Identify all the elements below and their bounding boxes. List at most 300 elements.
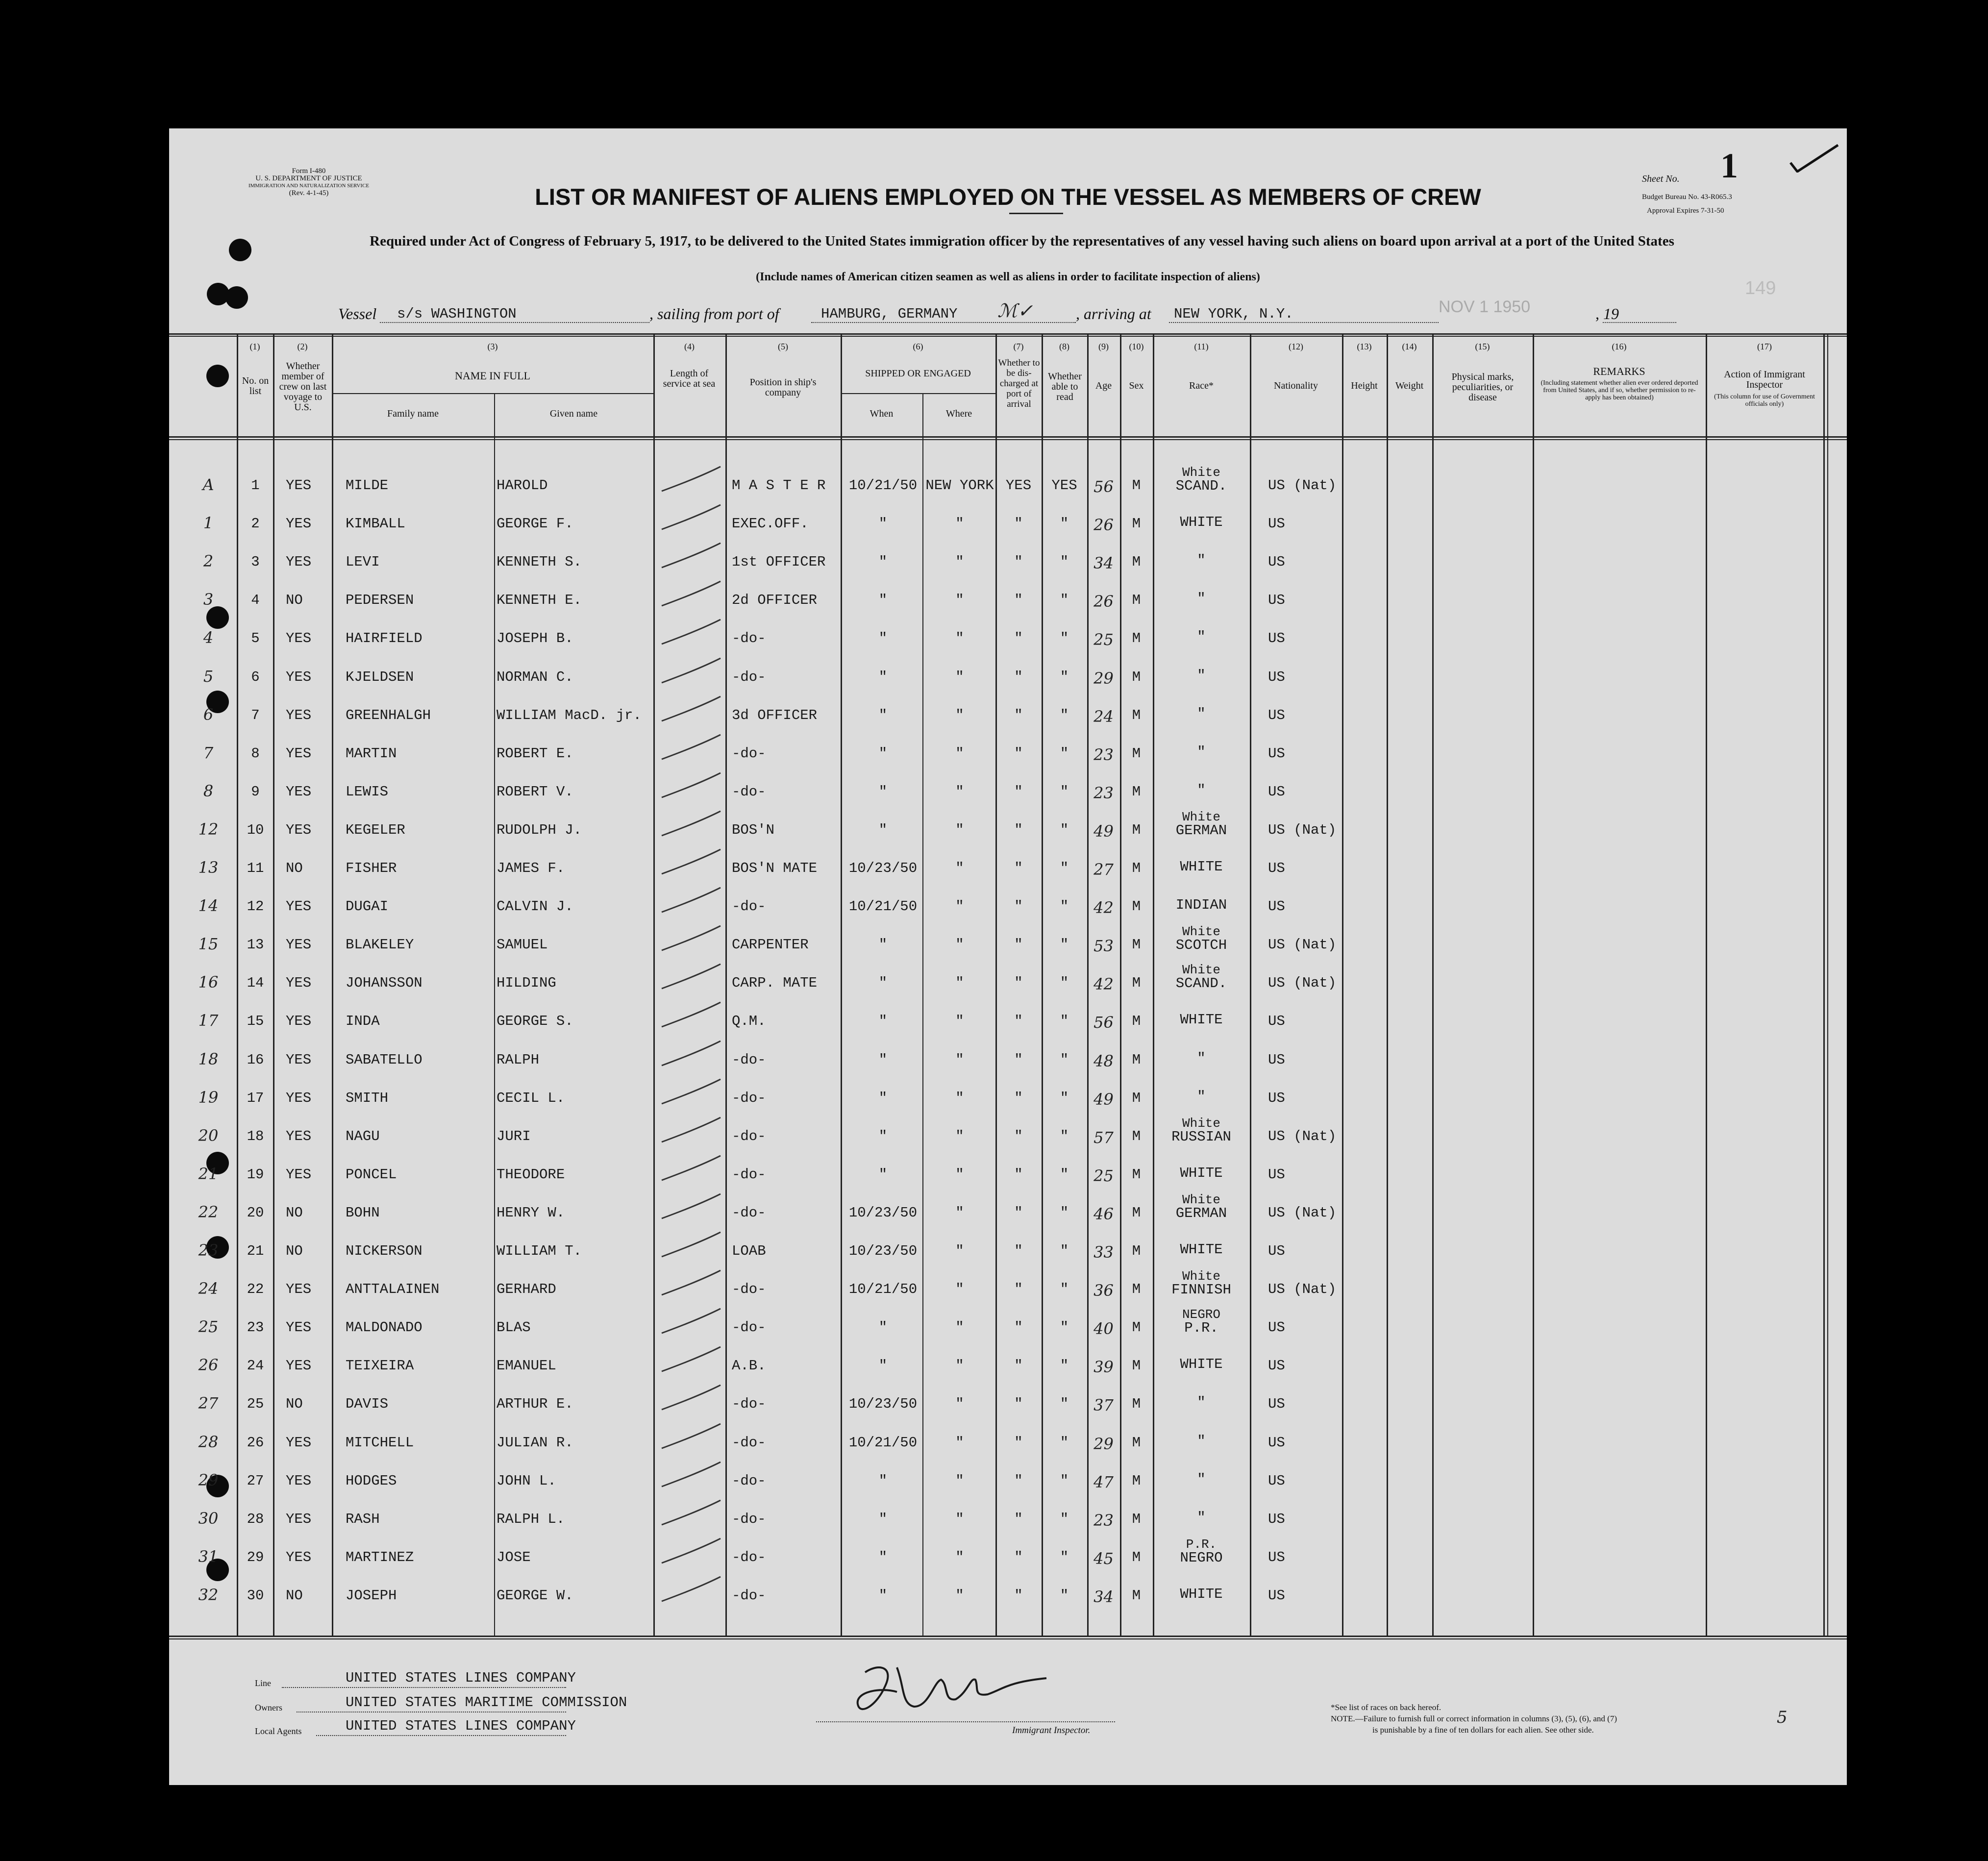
shipped-subheader-rule <box>841 393 995 394</box>
nationality: US (Nat) <box>1268 821 1337 838</box>
arriving-port: NEW YORK, N.Y. <box>1174 306 1293 322</box>
sex: M <box>1132 707 1141 723</box>
position: M A S T E R <box>732 477 826 494</box>
shipped-where: " <box>955 937 964 953</box>
given-name: THEODORE <box>497 1166 565 1183</box>
shipped-when: " <box>878 975 888 992</box>
discharged: " <box>1014 1204 1023 1221</box>
age: 26 <box>1093 516 1114 535</box>
position: -do- <box>732 1319 766 1336</box>
last-voyage: YES <box>286 630 312 647</box>
list-number: 15 <box>247 1013 264 1030</box>
service-check-mark-icon <box>654 1037 728 1076</box>
list-number: 10 <box>247 821 264 838</box>
shipped-when: " <box>878 630 888 647</box>
sex: M <box>1132 1281 1141 1298</box>
discharged: " <box>1014 1587 1023 1604</box>
shipped-where: " <box>955 630 964 647</box>
family-name: NICKERSON <box>346 1243 422 1259</box>
col-header-weight: Weight <box>1395 380 1424 391</box>
family-name: FISHER <box>346 860 397 876</box>
last-voyage: YES <box>286 1358 312 1374</box>
age: 45 <box>1093 1549 1114 1568</box>
shipped-when: " <box>878 1090 888 1106</box>
discharged: " <box>1014 783 1023 800</box>
discharged: " <box>1014 975 1023 992</box>
sex: M <box>1132 1204 1141 1221</box>
col-rule <box>273 333 274 1637</box>
shipped-where: " <box>955 1587 964 1604</box>
sex: M <box>1132 821 1141 838</box>
age: 46 <box>1093 1204 1114 1223</box>
family-name: BOHN <box>346 1204 380 1221</box>
service-check-mark-icon <box>654 1496 728 1536</box>
col-6-number: (6) <box>913 342 923 351</box>
able-to-read: " <box>1060 783 1069 800</box>
nationality: US <box>1268 554 1285 571</box>
shipped-where: " <box>955 1549 964 1565</box>
race-line-1: NEGRO <box>1182 1307 1220 1322</box>
race-line-2: " <box>1197 552 1206 569</box>
arriving-label: , arriving at <box>1076 305 1151 323</box>
service-check-mark-icon <box>654 960 728 999</box>
owners-label: Owners <box>255 1703 282 1712</box>
position: -do- <box>732 1434 766 1451</box>
given-name: JOSEPH B. <box>497 630 573 647</box>
col-rule <box>1250 333 1251 1637</box>
given-name: RUDOLPH J. <box>497 821 582 838</box>
able-to-read: " <box>1060 745 1069 762</box>
race-line-2: SCAND. <box>1175 478 1227 494</box>
race <box>1153 1308 1250 1335</box>
shipped-when: " <box>878 1549 888 1565</box>
given-name: HILDING <box>497 975 556 992</box>
last-voyage: YES <box>286 1549 312 1565</box>
last-voyage: YES <box>286 975 312 992</box>
margin-line-number: 6 <box>203 705 214 724</box>
shipped-when: " <box>878 592 888 609</box>
vessel-rule <box>380 322 649 323</box>
family-name: KEGELER <box>346 821 405 838</box>
given-name: JULIAN R. <box>497 1434 573 1451</box>
discharged: " <box>1014 1358 1023 1374</box>
nationality: US <box>1268 516 1285 532</box>
given-name: WILLIAM T. <box>497 1243 582 1259</box>
race-line-2: RUSSIAN <box>1171 1128 1231 1145</box>
race <box>1153 925 1250 952</box>
race-line-2: INDIAN <box>1175 897 1227 914</box>
given-name: BLAS <box>497 1319 531 1336</box>
race-line-2: " <box>1197 1509 1206 1526</box>
handwritten-annotation: ℳ✓ <box>997 300 1033 322</box>
margin-line-number: 13 <box>198 858 219 877</box>
list-number: 7 <box>251 707 260 723</box>
position: A.B. <box>732 1358 766 1374</box>
service-check-mark-icon <box>654 922 728 961</box>
position: 1st OFFICER <box>732 554 826 571</box>
family-name: KIMBALL <box>346 516 405 532</box>
last-voyage: NO <box>286 860 303 876</box>
race <box>1153 898 1250 912</box>
shipped-where: " <box>955 783 964 800</box>
race <box>1153 707 1250 721</box>
shipped-when: 10/21/50 <box>848 1434 918 1451</box>
family-name: SMITH <box>346 1090 389 1106</box>
last-voyage: YES <box>286 1511 312 1527</box>
margin-line-number: 15 <box>198 935 219 954</box>
family-name: PONCEL <box>346 1166 397 1183</box>
family-name: JOHANSSON <box>346 975 422 992</box>
position: -do- <box>732 1051 766 1068</box>
service-check-mark-icon <box>654 1228 728 1267</box>
col-header-physical-marks: Physical marks, peculiarities, or disease <box>1451 372 1514 403</box>
discharged: " <box>1014 1511 1023 1527</box>
discharged: " <box>1014 1396 1023 1413</box>
race-line-2: WHITE <box>1180 1241 1223 1258</box>
col-header-age: Age <box>1095 380 1112 391</box>
service-check-mark-icon <box>654 884 728 923</box>
race <box>1153 745 1250 759</box>
race <box>1153 1013 1250 1027</box>
shipped-where: " <box>955 592 964 609</box>
race-line-1: White <box>1182 1116 1220 1131</box>
binder-hole-icon <box>229 239 251 261</box>
discharged: " <box>1014 898 1023 915</box>
race-line-2: SCOTCH <box>1175 937 1227 954</box>
discharged: " <box>1014 707 1023 723</box>
col-header-name-in-full: NAME IN FULL <box>455 370 530 382</box>
family-name: MALDONADO <box>346 1319 422 1336</box>
race-line-2: " <box>1197 1088 1206 1105</box>
age: 24 <box>1093 707 1114 726</box>
nationality: US (Nat) <box>1268 975 1337 992</box>
page-mark: 5 <box>1777 1708 1788 1727</box>
able-to-read: " <box>1060 707 1069 723</box>
margin-line-number: 22 <box>198 1202 219 1221</box>
race <box>1153 1243 1250 1257</box>
given-name: RALPH L. <box>497 1511 565 1527</box>
shipped-when: " <box>878 554 888 571</box>
sex: M <box>1132 477 1141 494</box>
margin-line-number: 14 <box>198 896 219 916</box>
manifest-page <box>169 128 1847 1785</box>
age: 39 <box>1093 1358 1114 1377</box>
position: -do- <box>732 1472 766 1489</box>
service-check-mark-icon <box>654 1114 728 1153</box>
race-line-2: WHITE <box>1180 859 1223 875</box>
sex: M <box>1132 1549 1141 1565</box>
race <box>1153 630 1250 644</box>
race-line-2: GERMAN <box>1175 1205 1227 1221</box>
sailing-rule <box>811 322 1076 323</box>
col-header-when: When <box>870 408 894 419</box>
last-voyage: NO <box>286 1204 303 1221</box>
binder-hole-icon <box>206 365 229 387</box>
line-value: UNITED STATES LINES COMPANY <box>346 1670 576 1686</box>
shipped-when: 10/21/50 <box>848 1281 918 1298</box>
family-name: MARTIN <box>346 745 397 762</box>
able-to-read: " <box>1060 860 1069 876</box>
col-header-remarks: REMARKS <box>1593 365 1645 377</box>
race-line-2: WHITE <box>1180 1165 1223 1181</box>
position: -do- <box>732 783 766 800</box>
family-name: SABATELLO <box>346 1051 422 1068</box>
binder-hole-icon <box>206 606 229 629</box>
shipped-where: " <box>955 1090 964 1106</box>
nationality: US <box>1268 1396 1285 1413</box>
service-check-mark-icon <box>654 1573 728 1612</box>
form-rev: (Rev. 4-1-45) <box>289 189 329 197</box>
family-name: MILDE <box>346 477 389 494</box>
able-to-read: " <box>1060 592 1069 609</box>
sex: M <box>1132 860 1141 876</box>
nationality: US <box>1268 745 1285 762</box>
service-check-mark-icon <box>654 731 728 770</box>
given-name: JAMES F. <box>497 860 565 876</box>
age: 29 <box>1093 669 1114 688</box>
last-voyage: YES <box>286 1434 312 1451</box>
discharged: " <box>1014 1434 1023 1451</box>
shipped-when: " <box>878 821 888 838</box>
family-name: LEWIS <box>346 783 389 800</box>
last-voyage: YES <box>286 554 312 571</box>
sheet-label: Sheet No. <box>1642 174 1680 184</box>
race <box>1153 466 1250 493</box>
position: -do- <box>732 1166 766 1183</box>
race <box>1153 669 1250 683</box>
col-header-length-of-service: Length of service at sea <box>663 368 716 389</box>
family-name: DUGAI <box>346 898 389 915</box>
list-number: 1 <box>251 477 260 494</box>
list-number: 6 <box>251 669 260 685</box>
discharged: " <box>1014 592 1023 609</box>
shipped-where: " <box>955 1358 964 1374</box>
list-number: 18 <box>247 1128 264 1144</box>
sex: M <box>1132 592 1141 609</box>
col-7-number: (7) <box>1013 342 1024 351</box>
shipped-where: NEW YORK <box>925 477 994 494</box>
race <box>1153 1193 1250 1220</box>
shipped-when: " <box>878 1587 888 1604</box>
age: 42 <box>1093 975 1114 994</box>
shipped-where: " <box>955 1013 964 1030</box>
age: 23 <box>1093 745 1114 764</box>
given-name: JURI <box>497 1128 531 1144</box>
family-name: ANTTALAINEN <box>346 1281 440 1298</box>
position: CARPENTER <box>732 937 809 953</box>
margin-line-number: 1 <box>203 514 214 533</box>
able-to-read: " <box>1060 1204 1069 1221</box>
last-voyage: YES <box>286 1166 312 1183</box>
discharged: " <box>1014 630 1023 647</box>
able-to-read: " <box>1060 937 1069 953</box>
position: -do- <box>732 898 766 915</box>
col-header-remarks-note: (Including statement whether alien ever ordered deported from United States, and if so, whether permission to re-apply has been obtained) <box>1541 379 1698 401</box>
nationality: US <box>1268 1358 1285 1374</box>
stamp-number: 149 <box>1745 278 1776 298</box>
sex: M <box>1132 669 1141 685</box>
col-rule <box>1827 333 1828 1637</box>
position: -do- <box>732 1204 766 1221</box>
last-voyage: NO <box>286 1243 303 1259</box>
sex: M <box>1132 1013 1141 1030</box>
age: 57 <box>1093 1128 1114 1147</box>
service-check-mark-icon <box>654 1420 728 1459</box>
able-to-read: " <box>1060 1434 1069 1451</box>
given-name: GERHARD <box>497 1281 556 1298</box>
margin-line-number: 24 <box>198 1279 219 1298</box>
service-check-mark-icon <box>654 845 728 885</box>
nationality: US (Nat) <box>1268 477 1337 494</box>
col-rule <box>1533 333 1534 1637</box>
form-service: IMMIGRATION AND NATURALIZATION SERVICE <box>248 183 370 189</box>
age: 37 <box>1093 1396 1114 1415</box>
family-name: HODGES <box>346 1472 397 1489</box>
margin-line-number: 4 <box>203 628 214 647</box>
race-line-2: " <box>1197 1050 1206 1067</box>
age: 26 <box>1093 592 1114 611</box>
discharged: " <box>1014 937 1023 953</box>
position: -do- <box>732 1549 766 1565</box>
race-line-2: FINNISH <box>1171 1282 1231 1298</box>
nationality: US <box>1268 1549 1285 1565</box>
margin-line-number: 5 <box>203 667 214 686</box>
given-name: SAMUEL <box>497 937 548 953</box>
race-line-2: WHITE <box>1180 1356 1223 1373</box>
age: 49 <box>1093 821 1114 841</box>
sex: M <box>1132 1511 1141 1527</box>
position: 3d OFFICER <box>732 707 818 723</box>
shipped-when: " <box>878 1013 888 1030</box>
sex: M <box>1132 1587 1141 1604</box>
nationality: US <box>1268 1319 1285 1336</box>
race <box>1153 1396 1250 1410</box>
race-line-1: White <box>1182 963 1220 978</box>
shipped-where: " <box>955 1128 964 1144</box>
service-check-mark-icon <box>654 769 728 808</box>
age: 25 <box>1093 1166 1114 1185</box>
last-voyage: YES <box>286 1281 312 1298</box>
page-title: LIST OR MANIFEST OF ALIENS EMPLOYED ON THE VESSEL AS MEMBERS OF CREW <box>535 184 1481 210</box>
year-label: , 19 <box>1595 305 1619 323</box>
race-line-2: WHITE <box>1180 514 1223 531</box>
shipped-when: " <box>878 1166 888 1183</box>
able-to-read: " <box>1060 821 1069 838</box>
shipped-where: " <box>955 1051 964 1068</box>
service-check-mark-icon <box>654 1343 728 1382</box>
age: 23 <box>1093 783 1114 802</box>
list-number: 24 <box>247 1358 264 1374</box>
race <box>1153 860 1250 874</box>
race <box>1153 1538 1250 1565</box>
family-name: GREENHALGH <box>346 707 431 723</box>
last-voyage: YES <box>286 477 312 494</box>
sex: M <box>1132 745 1141 762</box>
col-10-number: (10) <box>1129 342 1144 351</box>
race <box>1153 1358 1250 1371</box>
service-check-mark-icon <box>654 693 728 732</box>
last-voyage: YES <box>286 821 312 838</box>
shipped-when: " <box>878 1511 888 1527</box>
given-name: JOSE <box>497 1549 531 1565</box>
race <box>1153 1052 1250 1066</box>
race <box>1153 1435 1250 1448</box>
family-name: RASH <box>346 1511 380 1527</box>
header-bottom-border <box>169 436 1847 438</box>
margin-line-number: 23 <box>198 1241 219 1260</box>
col-header-nationality: Nationality <box>1274 380 1318 391</box>
race-line-1: White <box>1182 465 1220 480</box>
sex: M <box>1132 1128 1141 1144</box>
col-rule <box>1706 333 1707 1637</box>
nationality: US (Nat) <box>1268 1281 1337 1298</box>
shipped-when: " <box>878 516 888 532</box>
list-number: 13 <box>247 937 264 953</box>
nationality: US <box>1268 1051 1285 1068</box>
able-to-read: " <box>1060 1013 1069 1030</box>
service-check-mark-icon <box>654 1458 728 1497</box>
last-voyage: YES <box>286 937 312 953</box>
position: -do- <box>732 745 766 762</box>
form-number: Form I-480 <box>292 167 326 175</box>
position: -do- <box>732 1587 766 1604</box>
check-mark-icon <box>1787 143 1840 173</box>
discharged: " <box>1014 1549 1023 1565</box>
last-voyage: NO <box>286 592 303 609</box>
sex: M <box>1132 937 1141 953</box>
sailing-port: HAMBURG, GERMANY <box>821 306 958 322</box>
inspector-label: Immigrant Inspector. <box>1012 1725 1091 1736</box>
last-voyage: YES <box>286 1051 312 1068</box>
col-header-able-to-read: Whether able to read <box>1048 371 1082 402</box>
service-check-mark-icon <box>654 616 728 655</box>
age: 56 <box>1093 1013 1114 1032</box>
shipped-where: " <box>955 1511 964 1527</box>
given-name: ROBERT E. <box>497 745 573 762</box>
shipped-when: " <box>878 707 888 723</box>
service-check-mark-icon <box>654 1381 728 1420</box>
service-check-mark-icon <box>654 1266 728 1306</box>
discharged: " <box>1014 554 1023 571</box>
col-8-number: (8) <box>1059 342 1069 351</box>
last-voyage: YES <box>286 745 312 762</box>
able-to-read: " <box>1060 1549 1069 1565</box>
col-5-number: (5) <box>778 342 788 351</box>
shipped-where: " <box>955 669 964 685</box>
given-name: ROBERT V. <box>497 783 573 800</box>
race-line-1: White <box>1182 1192 1220 1207</box>
list-number: 28 <box>247 1511 264 1527</box>
list-number: 26 <box>247 1434 264 1451</box>
budget-bureau: Budget Bureau No. 43-R065.3 <box>1642 193 1732 201</box>
nationality: US <box>1268 860 1285 876</box>
position: BOS'N MATE <box>732 860 818 876</box>
race <box>1153 1166 1250 1180</box>
date-stamp: NOV 1 1950 <box>1439 298 1531 316</box>
age: 48 <box>1093 1051 1114 1070</box>
nationality: US <box>1268 783 1285 800</box>
col-14-number: (14) <box>1402 342 1417 351</box>
shipped-when: 10/23/50 <box>848 1243 918 1259</box>
able-to-read: " <box>1060 1396 1069 1413</box>
races-note: *See list of races on back hereof. <box>1331 1703 1441 1712</box>
service-check-mark-icon <box>654 501 728 540</box>
position: LOAB <box>732 1243 766 1259</box>
nationality: US <box>1268 592 1285 609</box>
race-line-2: GERMAN <box>1175 822 1227 839</box>
given-name: RALPH <box>497 1051 540 1068</box>
family-name: INDA <box>346 1013 380 1030</box>
